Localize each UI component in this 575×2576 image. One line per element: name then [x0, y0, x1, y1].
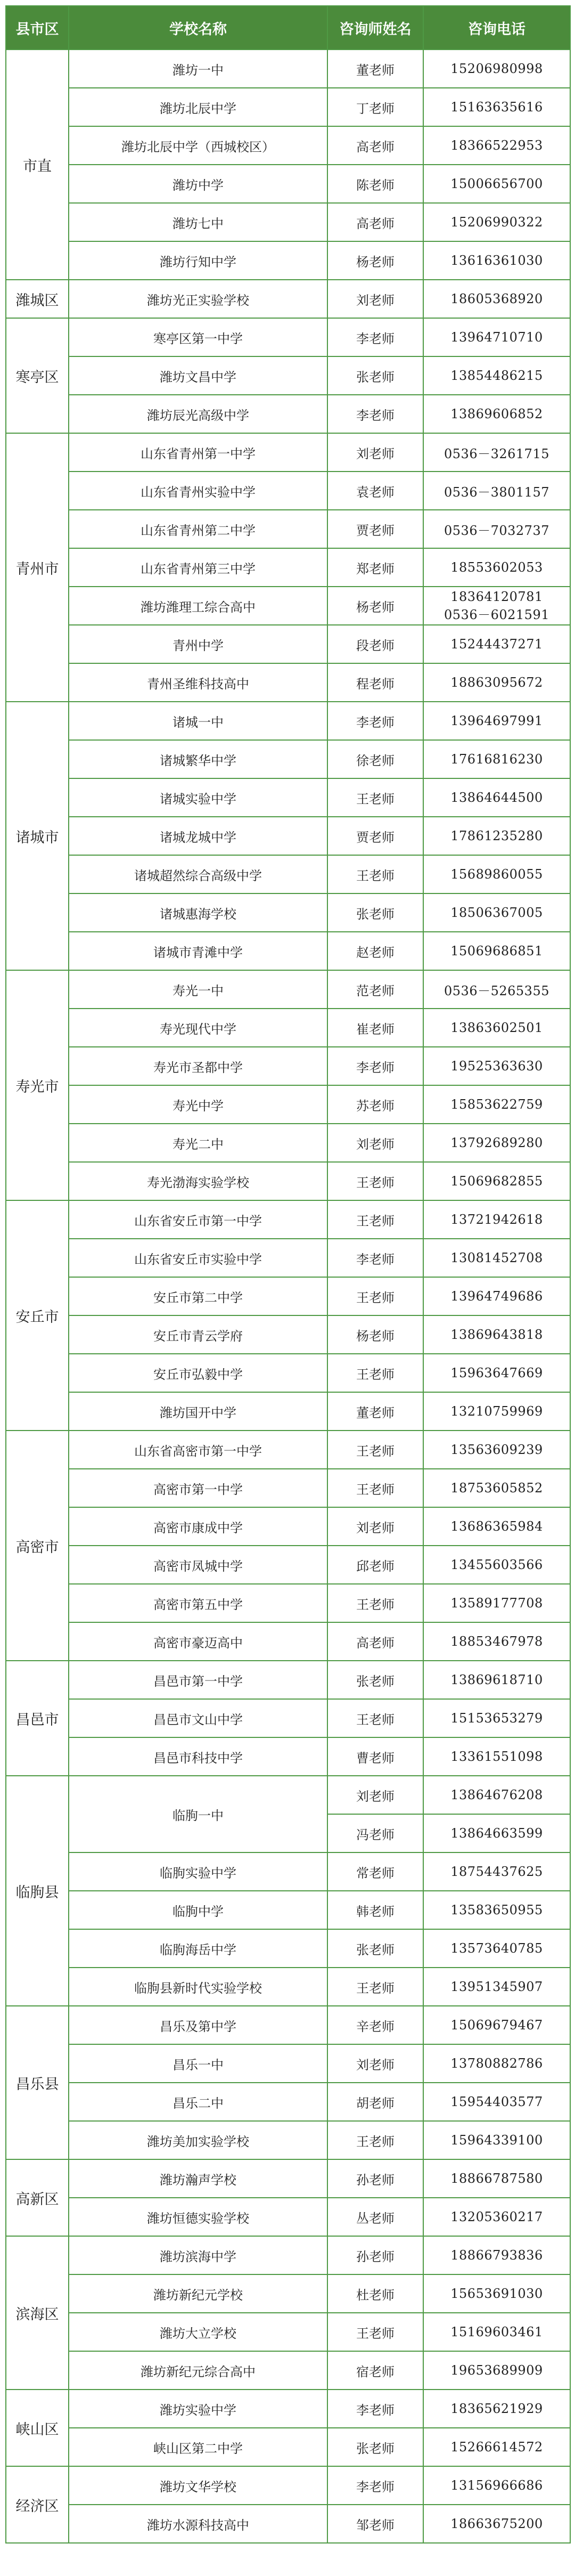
district-cell: 市直 [6, 50, 69, 280]
district-cell: 峡山区 [6, 2390, 69, 2466]
phone-cell: 15244437271 [423, 625, 570, 663]
table-row [6, 395, 570, 433]
school-name-cell: 临朐一中 [69, 1776, 327, 1852]
table-row [6, 548, 570, 587]
teacher-name-cell: 张老师 [327, 1929, 423, 1968]
district-cell: 经济区 [6, 2466, 69, 2543]
district-cell: 青州市 [6, 433, 69, 702]
teacher-name-cell: 王老师 [327, 1584, 423, 1622]
table-row [6, 817, 570, 855]
teacher-name-cell: 贾老师 [327, 510, 423, 548]
table-row [6, 1546, 570, 1584]
phone-cell: 15653691030 [423, 2274, 570, 2313]
phone-cell: 17616816230 [423, 740, 570, 778]
school-name-cell: 潍坊北辰中学 [69, 88, 327, 126]
phone-cell: 13156966686 [423, 2466, 570, 2505]
school-name-cell: 潍坊恒德实验学校 [69, 2198, 327, 2236]
teacher-name-cell: 范老师 [327, 970, 423, 1009]
table-row [6, 1085, 570, 1124]
header-phone: 咨询电话 [423, 6, 570, 50]
phone-cell: 13210759969 [423, 1392, 570, 1431]
table-body [6, 50, 570, 2543]
school-name-cell: 潍坊新纪元综合高中 [69, 2351, 327, 2390]
teacher-name-cell: 张老师 [327, 893, 423, 932]
phone-cell: 18553602053 [423, 548, 570, 587]
school-name-cell: 寒亭区第一中学 [69, 318, 327, 356]
teacher-name-cell: 张老师 [327, 1661, 423, 1699]
phone-cell: 18853467978 [423, 1622, 570, 1661]
teacher-name-cell: 李老师 [327, 395, 423, 433]
teacher-name-cell: 丛老师 [327, 2198, 423, 2236]
phone-cell: 13455603566 [423, 1546, 570, 1584]
table-row [6, 1124, 570, 1162]
school-name-cell: 山东省高密市第一中学 [69, 1431, 327, 1469]
school-name-cell: 昌乐二中 [69, 2083, 327, 2121]
teacher-name-cell: 邱老师 [327, 1546, 423, 1584]
school-name-cell: 山东省青州第二中学 [69, 510, 327, 548]
school-name-cell: 诸城实验中学 [69, 778, 327, 817]
school-name-cell: 诸城龙城中学 [69, 817, 327, 855]
table-row [6, 280, 570, 318]
teacher-name-cell: 刘老师 [327, 280, 423, 318]
district-cell: 寒亭区 [6, 318, 69, 433]
teacher-name-cell: 丁老师 [327, 88, 423, 126]
district-cell: 潍城区 [6, 280, 69, 318]
teacher-name-cell: 冯老师 [327, 1814, 423, 1852]
school-name-cell: 潍坊辰光高级中学 [69, 395, 327, 433]
table-header-row [6, 6, 570, 50]
teacher-name-cell: 徐老师 [327, 740, 423, 778]
phone-cell: 13589177708 [423, 1584, 570, 1622]
school-name-cell: 高密市第五中学 [69, 1584, 327, 1622]
district-cell: 滨海区 [6, 2236, 69, 2390]
phone-cell: 13573640785 [423, 1929, 570, 1968]
table-row [6, 510, 570, 548]
phone-cell: 18365621929 [423, 2390, 570, 2428]
teacher-name-cell: 刘老师 [327, 1776, 423, 1814]
phone-cell: 18366522953 [423, 126, 570, 165]
school-name-cell: 昌乐一中 [69, 2044, 327, 2083]
teacher-name-cell: 王老师 [327, 1162, 423, 1200]
teacher-name-cell: 王老师 [327, 1277, 423, 1315]
phone-cell: 13792689280 [423, 1124, 570, 1162]
phone-cell: 13205360217 [423, 2198, 570, 2236]
teacher-name-cell: 李老师 [327, 1239, 423, 1277]
school-name-cell: 寿光渤海实验学校 [69, 1162, 327, 1200]
table-row [6, 50, 570, 88]
table-row [6, 625, 570, 663]
school-name-cell: 昌乐及第中学 [69, 2006, 327, 2044]
teacher-name-cell: 崔老师 [327, 1009, 423, 1047]
table-row [6, 1239, 570, 1277]
teacher-name-cell: 董老师 [327, 1392, 423, 1431]
phone-cell: 19525363630 [423, 1047, 570, 1085]
school-name-cell: 寿光中学 [69, 1085, 327, 1124]
district-cell: 安丘市 [6, 1200, 69, 1431]
phone-cell: 18605368920 [423, 280, 570, 318]
teacher-name-cell: 王老师 [327, 1200, 423, 1239]
phone-cell: 15006656700 [423, 165, 570, 203]
teacher-name-cell: 邹老师 [327, 2505, 423, 2543]
table-row [6, 318, 570, 356]
teacher-name-cell: 高老师 [327, 126, 423, 165]
school-name-cell: 青州中学 [69, 625, 327, 663]
phone-cell: 18753605852 [423, 1469, 570, 1507]
table-row [6, 2121, 570, 2159]
contact-table-container [5, 5, 570, 2571]
school-name-cell: 潍坊光正实验学校 [69, 280, 327, 318]
school-name-cell: 安丘市第二中学 [69, 1277, 327, 1315]
table-row [6, 1968, 570, 2006]
table-row [6, 587, 570, 625]
table-row [6, 1354, 570, 1392]
school-name-cell: 潍坊大立学校 [69, 2313, 327, 2351]
teacher-name-cell: 王老师 [327, 1469, 423, 1507]
teacher-name-cell: 段老师 [327, 625, 423, 663]
teacher-name-cell: 王老师 [327, 855, 423, 893]
table-row [6, 2159, 570, 2198]
phone-cell: 13864676208 [423, 1776, 570, 1814]
phone-cell: 13964710710 [423, 318, 570, 356]
phone-cell: 15689860055 [423, 855, 570, 893]
teacher-name-cell: 陈老师 [327, 165, 423, 203]
table-row [6, 126, 570, 165]
teacher-name-cell: 王老师 [327, 1968, 423, 2006]
school-name-cell: 寿光现代中学 [69, 1009, 327, 1047]
table-row [6, 165, 570, 203]
teacher-name-cell: 赵老师 [327, 932, 423, 970]
school-name-cell: 寿光二中 [69, 1124, 327, 1162]
phone-cell: 13081452708 [423, 1239, 570, 1277]
school-name-cell: 昌邑市科技中学 [69, 1737, 327, 1776]
school-name-cell: 昌邑市第一中学 [69, 1661, 327, 1699]
district-cell: 昌乐县 [6, 2006, 69, 2159]
table-row [6, 2198, 570, 2236]
school-name-cell: 山东省安丘市实验中学 [69, 1239, 327, 1277]
teacher-name-cell: 韩老师 [327, 1891, 423, 1929]
school-name-cell: 潍坊文华学校 [69, 2466, 327, 2505]
phone-cell: 13869606852 [423, 395, 570, 433]
district-cell: 诸城市 [6, 702, 69, 970]
phone-cell: 13951345907 [423, 1968, 570, 2006]
phone-cell: 13864644500 [423, 778, 570, 817]
table-row [6, 1699, 570, 1737]
school-name-cell: 诸城惠海学校 [69, 893, 327, 932]
school-name-cell: 安丘市弘毅中学 [69, 1354, 327, 1392]
table-row [6, 1929, 570, 1968]
teacher-name-cell: 郑老师 [327, 548, 423, 587]
phone-cell: 17861235280 [423, 817, 570, 855]
teacher-name-cell: 王老师 [327, 778, 423, 817]
phone-cell: 15069682855 [423, 1162, 570, 1200]
teacher-name-cell: 袁老师 [327, 472, 423, 510]
phone-cell: 15069686851 [423, 932, 570, 970]
table-row [6, 2274, 570, 2313]
phone-cell: 13563609239 [423, 1431, 570, 1469]
table-row [6, 2351, 570, 2390]
table-row [6, 2006, 570, 2044]
phone-cell: 15163635616 [423, 88, 570, 126]
phone-cell: 0536－3261715 [423, 433, 570, 472]
school-name-cell: 临朐县新时代实验学校 [69, 1968, 327, 2006]
school-name-cell: 诸城一中 [69, 702, 327, 740]
school-name-cell: 临朐中学 [69, 1891, 327, 1929]
school-name-cell: 高密市第一中学 [69, 1469, 327, 1507]
teacher-name-cell: 孙老师 [327, 2159, 423, 2198]
school-name-cell: 峡山区第二中学 [69, 2428, 327, 2466]
teacher-name-cell: 李老师 [327, 702, 423, 740]
school-name-cell: 潍坊一中 [69, 50, 327, 88]
teacher-name-cell: 杨老师 [327, 241, 423, 280]
phone-cell: 13854486215 [423, 356, 570, 395]
teacher-name-cell: 刘老师 [327, 1124, 423, 1162]
school-name-cell: 潍坊北辰中学（西城校区） [69, 126, 327, 165]
school-name-cell: 高密市凤城中学 [69, 1546, 327, 1584]
table-row [6, 203, 570, 241]
table-row [6, 88, 570, 126]
school-name-cell: 潍坊实验中学 [69, 2390, 327, 2428]
table-row [6, 1162, 570, 1200]
phone-cell: 15153653279 [423, 1699, 570, 1737]
school-name-cell: 潍坊中学 [69, 165, 327, 203]
phone-cell: 18866787580 [423, 2159, 570, 2198]
phone-cell: 15954403577 [423, 2083, 570, 2121]
table-row [6, 970, 570, 1009]
phone-cell: 13361551098 [423, 1737, 570, 1776]
school-name-cell: 诸城超然综合高级中学 [69, 855, 327, 893]
phone-cell: 15853622759 [423, 1085, 570, 1124]
table-row [6, 1431, 570, 1469]
phone-cell: 13686365984 [423, 1507, 570, 1546]
school-name-cell: 临朐海岳中学 [69, 1929, 327, 1968]
table-row [6, 2428, 570, 2466]
table-row [6, 1852, 570, 1891]
phone-cell [423, 587, 570, 625]
table-row [6, 1009, 570, 1047]
phone-cell: 13964697991 [423, 702, 570, 740]
table-row [6, 702, 570, 740]
phone-cell: 13864663599 [423, 1814, 570, 1852]
teacher-name-cell: 孙老师 [327, 2236, 423, 2274]
phone-cell: 15963647669 [423, 1354, 570, 1392]
phone-cell: 18863095672 [423, 663, 570, 702]
phone-cell: 15206980998 [423, 50, 570, 88]
school-name-cell: 潍坊美加实验学校 [69, 2121, 327, 2159]
school-name-cell: 昌邑市文山中学 [69, 1699, 327, 1737]
table-row [6, 1315, 570, 1354]
district-cell: 高密市 [6, 1431, 69, 1661]
school-name-cell: 寿光市圣都中学 [69, 1047, 327, 1085]
teacher-name-cell: 李老师 [327, 1047, 423, 1085]
table-row [6, 1200, 570, 1239]
table-row [6, 1584, 570, 1622]
table-row [6, 663, 570, 702]
teacher-name-cell: 张老师 [327, 2428, 423, 2466]
phone-cell: 18754437625 [423, 1852, 570, 1891]
phone-number: 18364120781 [450, 589, 543, 604]
phone-cell: 13616361030 [423, 241, 570, 280]
district-cell: 临朐县 [6, 1776, 69, 2006]
teacher-name-cell: 李老师 [327, 2466, 423, 2505]
table-row [6, 356, 570, 395]
school-name-cell: 青州圣维科技高中 [69, 663, 327, 702]
phone-cell: 0536－3801157 [423, 472, 570, 510]
table-row [6, 740, 570, 778]
school-name-cell: 安丘市青云学府 [69, 1315, 327, 1354]
teacher-name-cell: 王老师 [327, 1431, 423, 1469]
teacher-name-cell: 刘老师 [327, 1507, 423, 1546]
school-name-cell: 潍坊文昌中学 [69, 356, 327, 395]
teacher-name-cell: 王老师 [327, 2313, 423, 2351]
school-name-cell: 潍坊瀚声学校 [69, 2159, 327, 2198]
school-name-cell: 山东省青州第一中学 [69, 433, 327, 472]
school-name-cell: 潍坊水源科技高中 [69, 2505, 327, 2543]
teacher-name-cell: 曹老师 [327, 1737, 423, 1776]
school-name-cell: 寿光一中 [69, 970, 327, 1009]
phone-cell: 19653689909 [423, 2351, 570, 2390]
teacher-name-cell: 高老师 [327, 1622, 423, 1661]
table-row [6, 1469, 570, 1507]
teacher-name-cell: 王老师 [327, 1354, 423, 1392]
school-name-cell: 山东省青州实验中学 [69, 472, 327, 510]
phone-cell: 13964749686 [423, 1277, 570, 1315]
school-name-cell: 潍坊国开中学 [69, 1392, 327, 1431]
teacher-name-cell: 宿老师 [327, 2351, 423, 2390]
table-row [6, 855, 570, 893]
teacher-name-cell: 刘老师 [327, 2044, 423, 2083]
school-name-cell: 潍坊七中 [69, 203, 327, 241]
table-row [6, 932, 570, 970]
table-row [6, 778, 570, 817]
phone-cell: 15069679467 [423, 2006, 570, 2044]
header-school: 学校名称 [69, 6, 327, 50]
table-row [6, 1776, 570, 1814]
teacher-name-cell: 董老师 [327, 50, 423, 88]
phone-cell: 15266614572 [423, 2428, 570, 2466]
phone-cell: 13869643818 [423, 1315, 570, 1354]
teacher-name-cell: 杨老师 [327, 1315, 423, 1354]
phone-cell: 13721942618 [423, 1200, 570, 1239]
table-row [6, 2044, 570, 2083]
table-row [6, 2236, 570, 2274]
teacher-name-cell: 王老师 [327, 2121, 423, 2159]
school-name-cell: 诸城繁华中学 [69, 740, 327, 778]
table-row [6, 1891, 570, 1929]
table-row [6, 472, 570, 510]
header-teacher: 咨询师姓名 [327, 6, 423, 50]
table-row [6, 1277, 570, 1315]
teacher-name-cell: 张老师 [327, 356, 423, 395]
teacher-name-cell: 李老师 [327, 318, 423, 356]
table-row [6, 1737, 570, 1776]
table-row [6, 1661, 570, 1699]
school-name-cell: 高密市康成中学 [69, 1507, 327, 1546]
table-row [6, 2390, 570, 2428]
phone-cell: 0536－7032737 [423, 510, 570, 548]
school-name-cell: 潍坊滨海中学 [69, 2236, 327, 2274]
table-row [6, 893, 570, 932]
table-row [6, 1392, 570, 1431]
district-cell: 高新区 [6, 2159, 69, 2236]
table-row [6, 1622, 570, 1661]
district-cell: 寿光市 [6, 970, 69, 1200]
school-name-cell: 山东省安丘市第一中学 [69, 1200, 327, 1239]
phone-number-secondary: 0536－6021591 [444, 607, 549, 622]
table-row [6, 241, 570, 280]
table-row [6, 2505, 570, 2543]
phone-cell: 13583650955 [423, 1891, 570, 1929]
phone-cell: 13869618710 [423, 1661, 570, 1699]
teacher-name-cell: 李老师 [327, 2390, 423, 2428]
teacher-name-cell: 刘老师 [327, 433, 423, 472]
phone-cell: 13863602501 [423, 1009, 570, 1047]
school-name-cell: 山东省青州第三中学 [69, 548, 327, 587]
table-row [6, 1507, 570, 1546]
teacher-name-cell: 程老师 [327, 663, 423, 702]
table-row [6, 2083, 570, 2121]
phone-cell: 18506367005 [423, 893, 570, 932]
teacher-name-cell: 胡老师 [327, 2083, 423, 2121]
teacher-name-cell: 杨老师 [327, 587, 423, 625]
school-name-cell: 诸城市青滩中学 [69, 932, 327, 970]
district-cell: 昌邑市 [6, 1661, 69, 1776]
phone-cell: 13780882786 [423, 2044, 570, 2083]
school-name-cell: 潍坊潍理工综合高中 [69, 587, 327, 625]
phone-cell: 15206990322 [423, 203, 570, 241]
school-name-cell: 潍坊行知中学 [69, 241, 327, 280]
phone-cell: 18866793836 [423, 2236, 570, 2274]
teacher-name-cell: 常老师 [327, 1852, 423, 1891]
table-row [6, 2313, 570, 2351]
teacher-name-cell: 贾老师 [327, 817, 423, 855]
school-name-cell: 高密市豪迈高中 [69, 1622, 327, 1661]
school-contact-table [5, 5, 571, 2544]
school-name-cell: 潍坊新纪元学校 [69, 2274, 327, 2313]
phone-cell: 18663675200 [423, 2505, 570, 2543]
school-name-cell: 临朐实验中学 [69, 1852, 327, 1891]
teacher-name-cell: 杜老师 [327, 2274, 423, 2313]
teacher-name-cell: 高老师 [327, 203, 423, 241]
phone-cell: 0536－5265355 [423, 970, 570, 1009]
phone-cell: 15169603461 [423, 2313, 570, 2351]
table-row [6, 2466, 570, 2505]
phone-cell: 15964339100 [423, 2121, 570, 2159]
teacher-name-cell: 苏老师 [327, 1085, 423, 1124]
teacher-name-cell: 王老师 [327, 1699, 423, 1737]
header-district: 县市区 [6, 6, 69, 50]
teacher-name-cell: 辛老师 [327, 2006, 423, 2044]
table-row [6, 1047, 570, 1085]
table-row [6, 433, 570, 472]
